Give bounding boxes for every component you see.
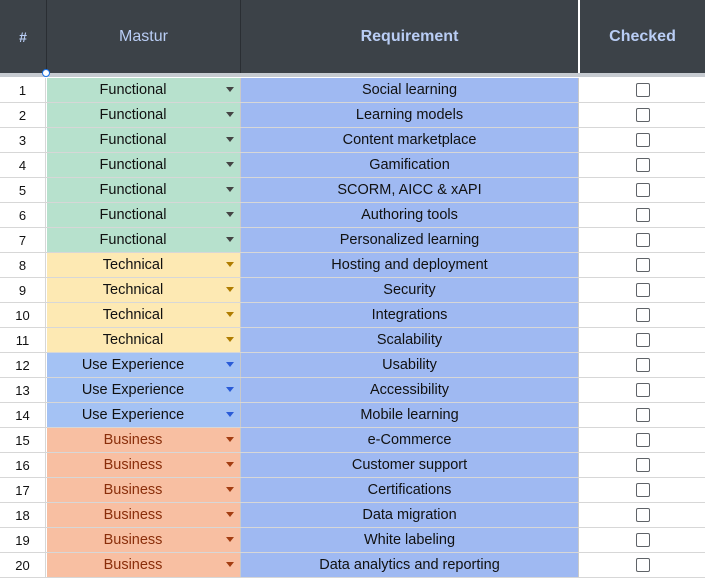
row-number[interactable]: 5: [0, 178, 46, 202]
checked-cell: [580, 278, 705, 302]
header-mastur[interactable]: Mastur: [119, 27, 168, 45]
table-row: [0, 128, 705, 153]
chevron-down-icon[interactable]: [226, 537, 234, 542]
checked-cell: [580, 503, 705, 527]
row-number[interactable]: 11: [0, 328, 46, 352]
type-dropdown[interactable]: [47, 178, 240, 202]
requirement-cell[interactable]: e-Commerce: [241, 428, 578, 452]
table-row: [0, 553, 705, 578]
table-row: [0, 203, 705, 228]
type-dropdown[interactable]: [47, 128, 240, 152]
type-dropdown[interactable]: [47, 253, 240, 277]
table-row: [0, 453, 705, 478]
checkbox[interactable]: [636, 358, 650, 372]
type-dropdown-label: Business: [103, 482, 163, 498]
table-row: [0, 153, 705, 178]
checkbox[interactable]: [636, 458, 650, 472]
checked-cell: [580, 178, 705, 202]
row-number[interactable]: 6: [0, 203, 46, 227]
chevron-down-icon[interactable]: [226, 212, 234, 217]
chevron-down-icon[interactable]: [226, 412, 234, 417]
row-number[interactable]: 3: [0, 128, 46, 152]
type-dropdown[interactable]: [47, 478, 240, 502]
type-dropdown[interactable]: [47, 278, 240, 302]
chevron-down-icon[interactable]: [226, 337, 234, 342]
checked-cell: [580, 153, 705, 177]
checkbox[interactable]: [636, 108, 650, 122]
requirement-cell[interactable]: Scalability: [241, 328, 578, 352]
column-divider: [578, 128, 579, 152]
requirement-cell[interactable]: Learning models: [241, 103, 578, 127]
checkbox[interactable]: [636, 283, 650, 297]
requirement-cell[interactable]: Authoring tools: [241, 203, 578, 227]
table-row: [0, 428, 705, 453]
column-divider: [578, 503, 579, 527]
checkbox[interactable]: [636, 408, 650, 422]
checkbox[interactable]: [636, 133, 650, 147]
column-divider: [578, 528, 579, 552]
column-divider: [578, 153, 579, 177]
checkbox[interactable]: [636, 508, 650, 522]
checked-cell: [580, 228, 705, 252]
checked-cell: [580, 478, 705, 502]
chevron-down-icon[interactable]: [226, 237, 234, 242]
type-dropdown-label: Technical: [102, 282, 164, 298]
requirement-cell[interactable]: Content marketplace: [241, 128, 578, 152]
requirement-cell[interactable]: Data analytics and reporting: [241, 553, 578, 577]
requirement-cell[interactable]: Social learning: [241, 78, 578, 102]
column-divider: [578, 278, 579, 302]
type-dropdown[interactable]: [47, 453, 240, 477]
checkbox[interactable]: [636, 533, 650, 547]
requirement-cell[interactable]: Certifications: [241, 478, 578, 502]
column-divider: [578, 428, 579, 452]
checkbox[interactable]: [636, 483, 650, 497]
chevron-down-icon[interactable]: [226, 262, 234, 267]
column-divider: [578, 78, 579, 102]
checked-cell: [580, 453, 705, 477]
type-dropdown-label: Functional: [99, 157, 167, 173]
type-dropdown-label: Functional: [99, 82, 167, 98]
row-number[interactable]: 16: [0, 453, 46, 477]
checkbox[interactable]: [636, 183, 650, 197]
header-number[interactable]: #: [19, 28, 27, 45]
type-dropdown-label: Use Experience: [81, 357, 185, 373]
table-row: [0, 78, 705, 103]
table-body: [0, 78, 705, 578]
requirement-cell[interactable]: Mobile learning: [241, 403, 578, 427]
header-row: [0, 0, 705, 73]
chevron-down-icon[interactable]: [226, 112, 234, 117]
checkbox[interactable]: [636, 433, 650, 447]
header-checked[interactable]: Checked: [609, 27, 676, 45]
requirement-cell[interactable]: Customer support: [241, 453, 578, 477]
type-dropdown-label: Functional: [99, 207, 167, 223]
table-row: [0, 253, 705, 278]
type-dropdown-label: Business: [103, 532, 163, 548]
type-dropdown-label: Business: [103, 457, 163, 473]
row-number[interactable]: 14: [0, 403, 46, 427]
row-number[interactable]: 8: [0, 253, 46, 277]
type-dropdown[interactable]: [47, 528, 240, 552]
checkbox[interactable]: [636, 383, 650, 397]
checkbox[interactable]: [636, 233, 650, 247]
requirement-cell[interactable]: Hosting and deployment: [241, 253, 578, 277]
checked-cell: [580, 128, 705, 152]
type-dropdown-label: Functional: [99, 132, 167, 148]
chevron-down-icon[interactable]: [226, 487, 234, 492]
table-row: [0, 478, 705, 503]
requirement-cell[interactable]: Usability: [241, 353, 578, 377]
chevron-down-icon[interactable]: [226, 437, 234, 442]
table-row: [0, 353, 705, 378]
header-requirement[interactable]: Requirement: [360, 27, 459, 45]
table-row: [0, 403, 705, 428]
checkbox[interactable]: [636, 558, 650, 572]
requirement-cell[interactable]: SCORM, AICC & xAPI: [241, 178, 578, 202]
checked-cell: [580, 428, 705, 452]
chevron-down-icon[interactable]: [226, 137, 234, 142]
table-row: [0, 503, 705, 528]
column-divider: [578, 328, 579, 352]
column-divider: [578, 303, 579, 327]
type-dropdown[interactable]: [47, 228, 240, 252]
row-number[interactable]: 2: [0, 103, 46, 127]
column-divider: [578, 378, 579, 402]
column-divider: [578, 203, 579, 227]
checked-cell: [580, 403, 705, 427]
checkbox[interactable]: [636, 308, 650, 322]
row-number[interactable]: 19: [0, 528, 46, 552]
type-dropdown-label: Business: [103, 507, 163, 523]
type-dropdown-label: Use Experience: [81, 382, 185, 398]
table-row: [0, 228, 705, 253]
chevron-down-icon[interactable]: [226, 87, 234, 92]
column-divider: [578, 228, 579, 252]
type-dropdown[interactable]: [47, 78, 240, 102]
checked-cell: [580, 553, 705, 577]
row-number[interactable]: 18: [0, 503, 46, 527]
type-dropdown[interactable]: [47, 328, 240, 352]
column-divider: [578, 253, 579, 277]
table-row: [0, 378, 705, 403]
row-number[interactable]: 20: [0, 553, 46, 577]
type-dropdown[interactable]: [47, 428, 240, 452]
type-dropdown-label: Use Experience: [81, 407, 185, 423]
requirement-cell[interactable]: White labeling: [241, 528, 578, 552]
chevron-down-icon[interactable]: [226, 512, 234, 517]
table-row: [0, 328, 705, 353]
type-dropdown-label: Functional: [99, 232, 167, 248]
type-dropdown-label: Technical: [102, 332, 164, 348]
chevron-down-icon[interactable]: [226, 562, 234, 567]
checked-cell: [580, 253, 705, 277]
table-row: [0, 528, 705, 553]
checked-cell: [580, 78, 705, 102]
row-number[interactable]: 10: [0, 303, 46, 327]
checked-cell: [580, 328, 705, 352]
type-dropdown[interactable]: [47, 203, 240, 227]
type-dropdown[interactable]: [47, 553, 240, 577]
checked-cell: [580, 103, 705, 127]
row-number[interactable]: 17: [0, 478, 46, 502]
column-divider: [578, 478, 579, 502]
requirement-cell[interactable]: Security: [241, 278, 578, 302]
chevron-down-icon[interactable]: [226, 162, 234, 167]
checked-cell: [580, 353, 705, 377]
column-divider: [578, 353, 579, 377]
checkbox[interactable]: [636, 258, 650, 272]
checkbox[interactable]: [636, 333, 650, 347]
column-divider: [578, 403, 579, 427]
type-dropdown[interactable]: [47, 378, 240, 402]
checkbox[interactable]: [636, 83, 650, 97]
requirement-cell[interactable]: Integrations: [241, 303, 578, 327]
row-number[interactable]: 7: [0, 228, 46, 252]
row-number[interactable]: 4: [0, 153, 46, 177]
table-row: [0, 303, 705, 328]
type-dropdown[interactable]: [47, 353, 240, 377]
checked-cell: [580, 203, 705, 227]
row-number[interactable]: 1: [0, 78, 46, 102]
type-dropdown[interactable]: [47, 403, 240, 427]
requirement-cell[interactable]: Gamification: [241, 153, 578, 177]
row-number[interactable]: 12: [0, 353, 46, 377]
checkbox[interactable]: [636, 208, 650, 222]
requirement-cell[interactable]: Data migration: [241, 503, 578, 527]
type-dropdown-label: Business: [103, 432, 163, 448]
checked-cell: [580, 528, 705, 552]
row-number[interactable]: 13: [0, 378, 46, 402]
type-dropdown[interactable]: [47, 303, 240, 327]
type-dropdown[interactable]: [47, 103, 240, 127]
chevron-down-icon[interactable]: [226, 462, 234, 467]
type-dropdown-label: Technical: [102, 257, 164, 273]
chevron-down-icon[interactable]: [226, 312, 234, 317]
type-dropdown[interactable]: [47, 503, 240, 527]
checkbox[interactable]: [636, 158, 650, 172]
chevron-down-icon[interactable]: [226, 362, 234, 367]
type-dropdown-label: Business: [103, 557, 163, 573]
table-row: [0, 178, 705, 203]
column-divider: [578, 453, 579, 477]
row-number[interactable]: 15: [0, 428, 46, 452]
frozen-row-divider[interactable]: [0, 73, 705, 77]
requirement-cell[interactable]: Accessibility: [241, 378, 578, 402]
chevron-down-icon[interactable]: [226, 187, 234, 192]
checked-cell: [580, 303, 705, 327]
type-dropdown-label: Functional: [99, 182, 167, 198]
type-dropdown[interactable]: [47, 153, 240, 177]
column-divider: [578, 178, 579, 202]
requirement-cell[interactable]: Personalized learning: [241, 228, 578, 252]
row-number[interactable]: 9: [0, 278, 46, 302]
chevron-down-icon[interactable]: [226, 287, 234, 292]
type-dropdown-label: Functional: [99, 107, 167, 123]
selection-handle[interactable]: [42, 69, 50, 77]
table-row: [0, 103, 705, 128]
column-divider: [578, 553, 579, 577]
checked-cell: [580, 378, 705, 402]
column-divider: [578, 103, 579, 127]
type-dropdown-label: Technical: [102, 307, 164, 323]
chevron-down-icon[interactable]: [226, 387, 234, 392]
table-row: [0, 278, 705, 303]
